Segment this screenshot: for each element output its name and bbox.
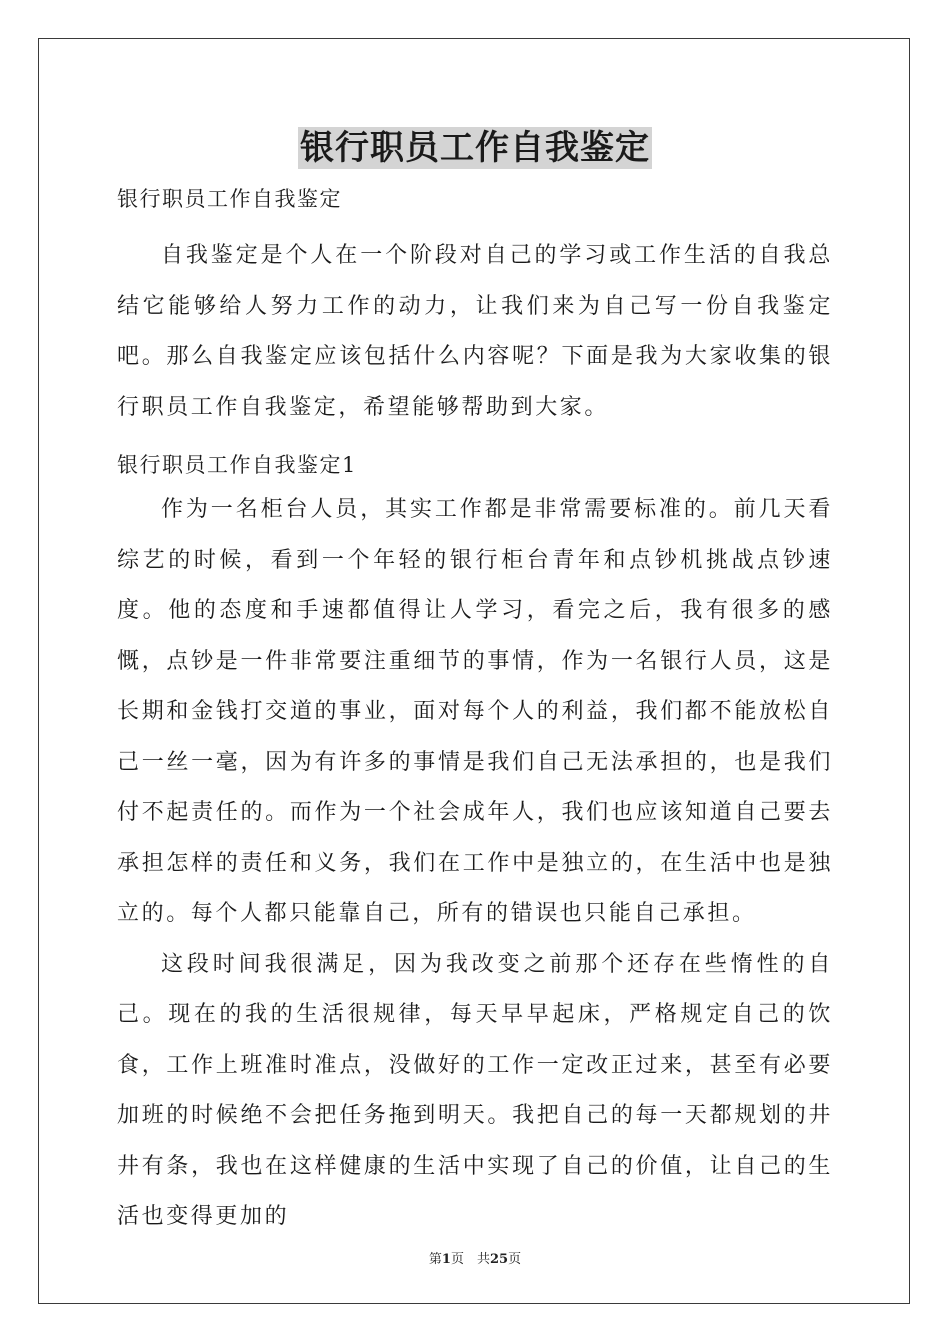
- document-body: [117, 181, 833, 1243]
- page-mid: 页 共: [450, 1252, 490, 1267]
- intro-paragraph: 自我鉴定是个人在一个阶段对自己的学习或工作生活的自我总结它能够给人努力工作的动力，让我们来为自己写一份自我鉴定吧。那么自我鉴定应该包括什么内容呢？下面是我为大家收集的银行职员工作自我鉴定，希望能够帮助到大家。: [117, 243, 833, 420]
- page-current: 1: [441, 1252, 451, 1267]
- title-wrap: [0, 127, 950, 169]
- page-suffix: 页: [508, 1252, 522, 1267]
- section-paragraph-2: 这段时间我很满足，因为我改变之前那个还存在些惰性的自己。现在的我的生活很规律，每天早早起床，严格规定自己的饮食，工作上班准时准点，没做好的工作一定改正过来，甚至有必要加班的时候绝不会把任务拖到明天。我把自己的每一天都规划的井井有条，我也在这样健康的生活中实现了自己的价值，让自己的生活也变得更加的: [117, 951, 833, 1229]
- page-footer: [0, 1248, 950, 1267]
- document-subtitle: 银行职员工作自我鉴定: [117, 187, 342, 211]
- document-title: 银行职员工作自我鉴定: [300, 128, 650, 168]
- section-paragraph-1: 作为一名柜台人员，其实工作都是非常需要标准的。前几天看综艺的时候，看到一个年轻的银行柜台青年和点钞机挑战点钞速度。他的态度和手速都值得让人学习，看完之后，我有很多的感慨，点钞是一件非常要注重细节的事情，作为一名银行人员，这是长期和金钱打交道的事业，面对每个人的利益，我们都不能放松自己一丝一毫，因为有许多的事情是我们自己无法承担的，也是我们付不起责任的。而作为一个社会成年人，我们也应该知道自己要去承担怎样的责任和义务，我们在工作中是独立的，在生活中也是独立的。每个人都只能靠自己，所有的错误也只能自己承担。: [117, 497, 833, 926]
- section-heading: 银行职员工作自我鉴定1: [117, 453, 357, 477]
- page-prefix: 第: [428, 1252, 442, 1267]
- page-total: 25: [489, 1252, 509, 1267]
